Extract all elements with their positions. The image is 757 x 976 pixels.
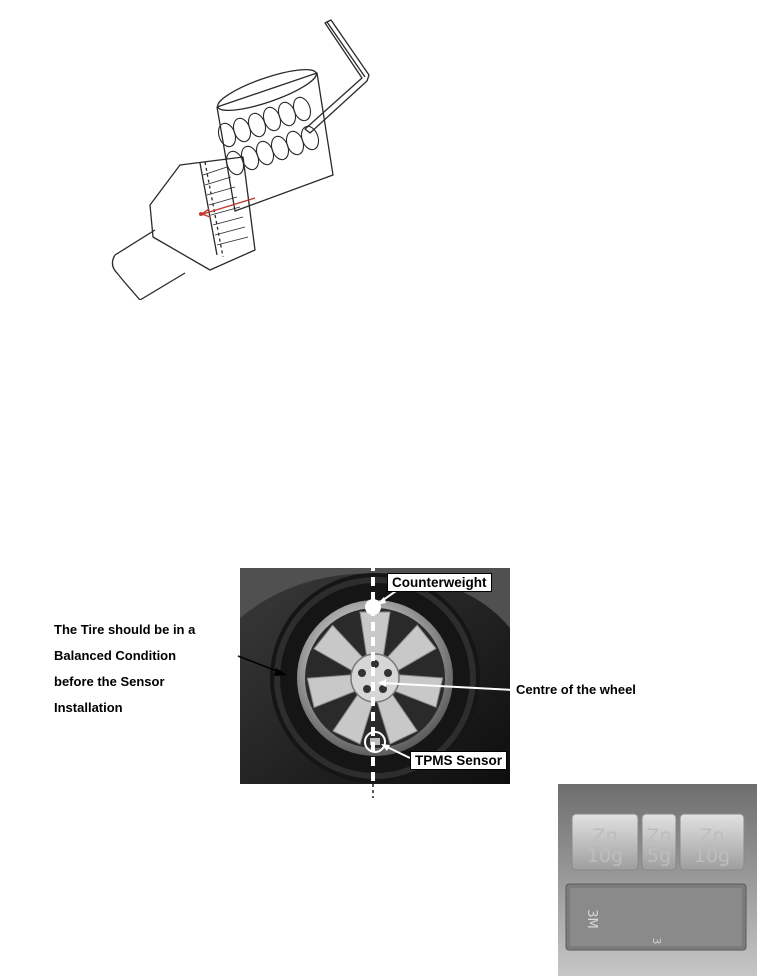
- wheel-centre-label: Centre of the wheel: [516, 682, 636, 697]
- wheel-weights-photo: [558, 784, 757, 976]
- weight-metal-label: Zn: [699, 825, 725, 847]
- wheel-weights-illustration: [558, 784, 757, 976]
- balance-note-line: Balanced Condition: [54, 648, 177, 663]
- tape-brand-label: 3M: [584, 909, 599, 929]
- weight-mass-label: 5g: [646, 845, 672, 867]
- tpms-sensor-label: TPMS Sensor: [410, 751, 507, 770]
- weight-mass-label: 10g: [586, 845, 624, 867]
- counterweight-label: Counterweight: [387, 573, 492, 592]
- weight-metal-label: Zn: [592, 825, 618, 847]
- balance-note: [54, 617, 195, 721]
- balance-note-line: Installation: [54, 700, 123, 715]
- balance-note-line: The Tire should be in a: [54, 622, 196, 637]
- weight-mass-label: 10g: [693, 845, 731, 867]
- valve-tool-illustration: [105, 15, 385, 300]
- tape-mark-label: 3: [650, 937, 663, 945]
- balance-note-line: before the Sensor: [54, 674, 165, 689]
- weight-metal-label: Zn: [646, 825, 672, 847]
